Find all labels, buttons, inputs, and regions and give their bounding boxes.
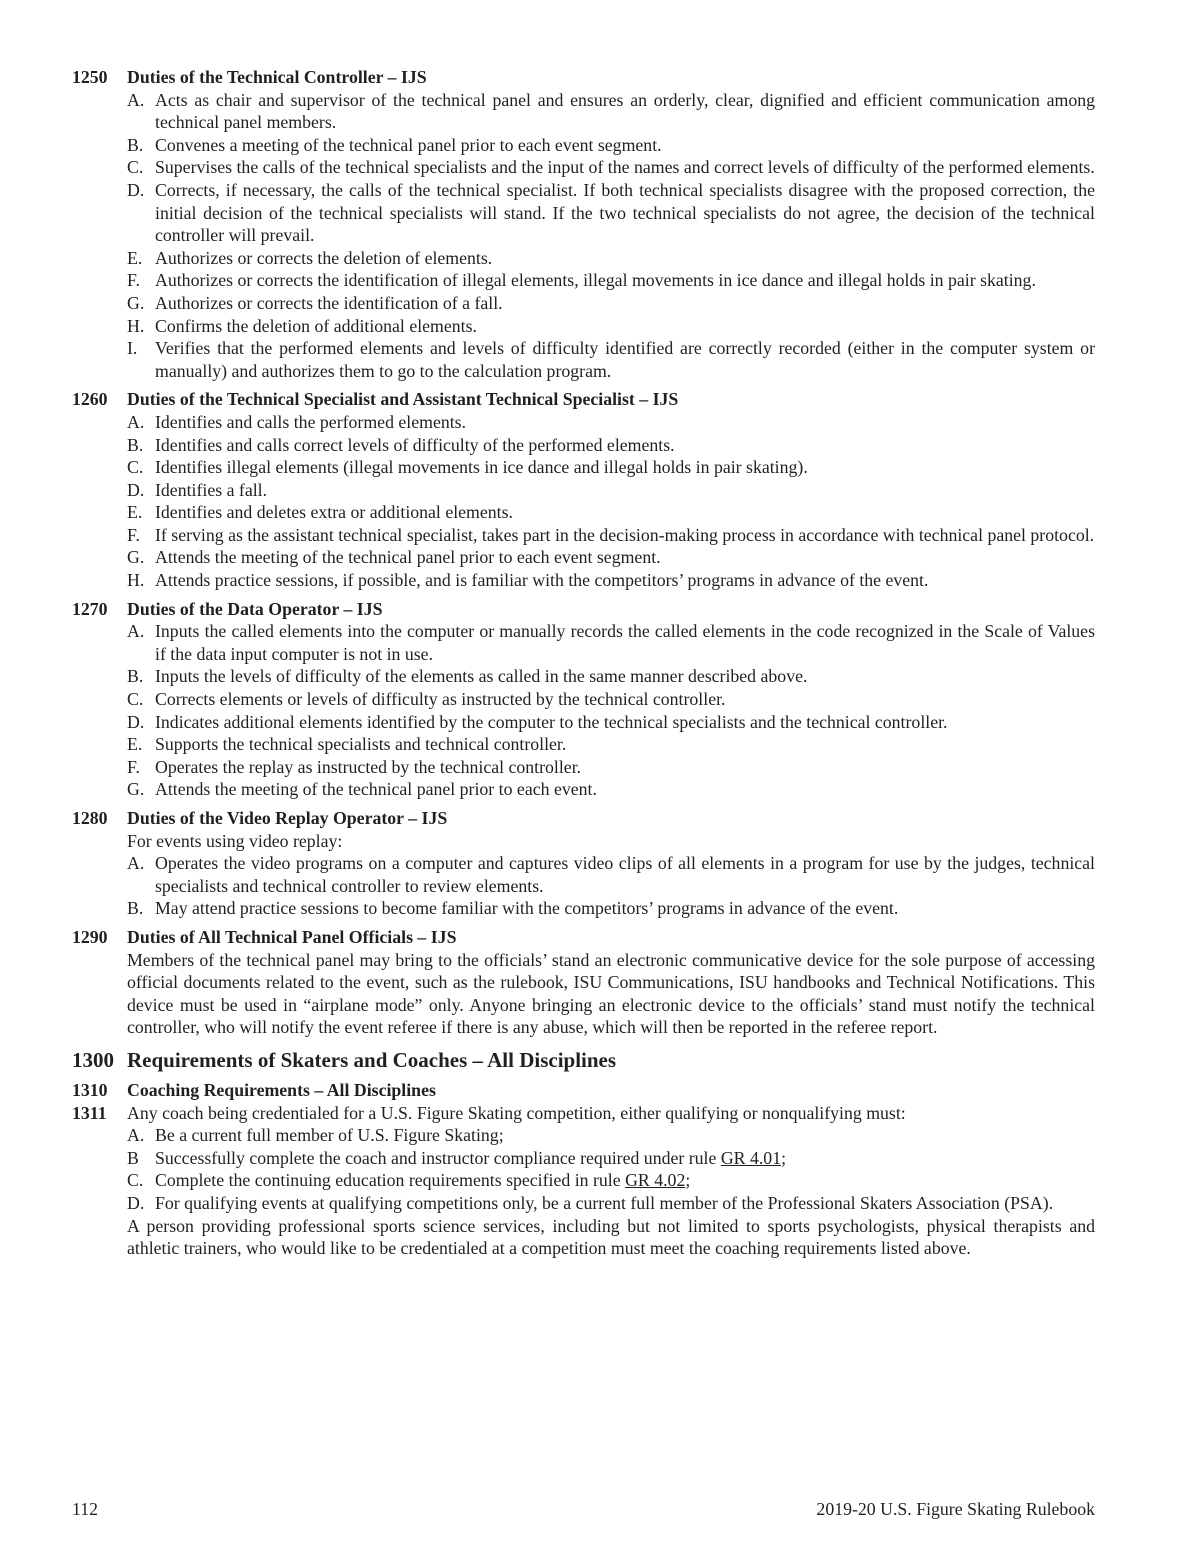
list-item <box>127 688 1095 711</box>
section-heading <box>72 926 1095 949</box>
item-text: Authorizes or corrects the deletion of elements. <box>155 247 493 268</box>
list-item <box>127 524 1095 547</box>
list-item <box>127 711 1095 734</box>
item-text: Operates the replay as instructed by the technical controller. <box>155 756 582 777</box>
item-letter: G. <box>127 547 145 568</box>
section-intro: For events using video replay: <box>127 830 343 851</box>
item-text: Identifies and calls correct levels of difficulty of the performed elements. <box>155 434 675 455</box>
list-item <box>127 1192 1095 1215</box>
item-text: Identifies and deletes extra or additional elements. <box>155 502 513 523</box>
item-letter: A. <box>127 89 145 110</box>
item-text: Corrects elements or levels of difficulty as instructed by the technical controller. <box>155 689 726 710</box>
item-letter: A. <box>127 411 145 432</box>
item-text-end: ; <box>781 1147 787 1168</box>
section-heading <box>72 66 1095 89</box>
item-text-end: ; <box>685 1170 691 1191</box>
rule-number: 1311 <box>72 1102 107 1123</box>
item-letter: B. <box>127 134 144 155</box>
list-item <box>127 337 1095 382</box>
list-item <box>127 134 1095 157</box>
section-1290 <box>72 926 1095 1039</box>
item-text: Corrects, if necessary, the calls of the technical specialist. If both technical specialists disagree with the proposed correction, the initial decision of the technical specialists will stand. If the two technical specialists do not agree, the decision of the technical controller will prevail. <box>155 179 1095 246</box>
item-letter: F. <box>127 524 140 545</box>
rule-gr-401-link[interactable]: GR 4.01 <box>720 1147 782 1168</box>
section-1260 <box>72 388 1095 591</box>
list-item <box>127 1147 1095 1170</box>
rule-number: 1280 <box>72 808 108 828</box>
duties-list <box>127 620 1095 801</box>
item-text: Complete the continuing education requirements specified in rule <box>155 1170 626 1191</box>
list-item <box>127 1169 1095 1192</box>
item-text: Identifies and calls the performed elements. <box>155 411 467 432</box>
list-item <box>127 852 1095 897</box>
list-item <box>127 156 1095 179</box>
item-letter: C. <box>127 157 144 178</box>
item-text: Acts as chair and supervisor of the technical panel and ensures an orderly, clear, dignified and efficient communication among technical panel members. <box>155 89 1095 133</box>
item-text: Authorizes or corrects the identification of a fall. <box>155 292 503 313</box>
list-item <box>127 778 1095 801</box>
item-letter: D. <box>127 479 145 500</box>
item-text: Convenes a meeting of the technical panel prior to each event segment. <box>155 134 662 155</box>
item-letter: H. <box>127 315 145 336</box>
rulebook-page <box>72 66 1095 1266</box>
section-title: Duties of All Technical Panel Officials – IJS <box>127 926 457 947</box>
list-item <box>127 315 1095 338</box>
list-item <box>127 501 1095 524</box>
list-item <box>127 292 1095 315</box>
item-text: May attend practice sessions to become familiar with the competitors’ programs in advance of the event. <box>155 898 899 919</box>
item-letter: A. <box>127 621 145 642</box>
section-title: Requirements of Skaters and Coaches – All Disciplines <box>127 1047 617 1072</box>
list-item <box>127 665 1095 688</box>
section-1270 <box>72 598 1095 801</box>
requirements-list <box>127 1124 1095 1214</box>
section-1250 <box>72 66 1095 382</box>
section-body: A person providing professional sports science services, including but not limited to sports psychologists, physical therapists and athletic trainers, who would like to be credentialed at a competition must meet the coaching requirements listed above. <box>127 1215 1095 1259</box>
section-title: Duties of the Technical Controller – IJS <box>127 67 427 87</box>
list-item <box>127 411 1095 434</box>
major-heading-1300 <box>72 1047 1095 1073</box>
rule-number: 1250 <box>72 67 108 87</box>
item-text: Identifies a fall. <box>155 479 268 500</box>
item-letter: E. <box>127 247 143 268</box>
duties-list <box>127 852 1095 920</box>
duties-list <box>127 411 1095 592</box>
list-item <box>127 179 1095 247</box>
item-text: Inputs the levels of difficulty of the elements as called in the same manner described above. <box>155 666 808 687</box>
rule-number: 1290 <box>72 926 108 947</box>
item-letter: B. <box>127 666 144 687</box>
list-item <box>127 247 1095 270</box>
item-letter: C. <box>127 1170 144 1191</box>
rule-intro: Any coach being credentialed for a U.S. Figure Skating competition, either qualifying or nonqualifying must: <box>127 1102 906 1123</box>
list-item <box>127 569 1095 592</box>
section-title: Duties of the Video Replay Operator – IJS <box>127 808 448 828</box>
item-letter: I. <box>127 338 138 359</box>
item-letter: G. <box>127 779 145 800</box>
item-text: Confirms the deletion of additional elements. <box>155 315 477 336</box>
item-text: For qualifying events at qualifying competitions only, be a current full member of the Professional Skaters Association (PSA). <box>155 1192 1054 1213</box>
item-text: Authorizes or corrects the identification of illegal elements, illegal movements in ice dance and illegal holds in pair skating. <box>155 270 1036 291</box>
list-item <box>127 1124 1095 1147</box>
list-item <box>127 620 1095 665</box>
rule-gr-402-link[interactable]: GR 4.02 <box>625 1170 686 1191</box>
section-1280 <box>72 807 1095 920</box>
list-item <box>127 479 1095 502</box>
list-item <box>127 269 1095 292</box>
book-title: 2019-20 U.S. Figure Skating Rulebook <box>816 1499 1095 1519</box>
section-title: Duties of the Technical Specialist and Assistant Technical Specialist – IJS <box>127 389 679 410</box>
item-letter: D. <box>127 711 145 732</box>
item-letter: B. <box>127 898 144 919</box>
item-letter: C. <box>127 689 144 710</box>
section-heading <box>72 807 1095 830</box>
rule-1311 <box>72 1102 1095 1125</box>
item-text: Inputs the called elements into the computer or manually records the called elements in the code recognized in the Scale of Values if the data input computer is not in use. <box>155 621 1095 664</box>
item-text: Be a current full member of U.S. Figure Skating; <box>155 1125 504 1146</box>
page-number: 112 <box>72 1499 99 1519</box>
rule-number: 1310 <box>72 1079 108 1100</box>
item-letter: A. <box>127 853 145 874</box>
list-item <box>127 733 1095 756</box>
list-item <box>127 897 1095 920</box>
item-text: Operates the video programs on a computer and captures video clips of all elements in a program for use by the judges, technical specialists and technical controller to review elements. <box>155 853 1095 896</box>
section-title: Coaching Requirements – All Disciplines <box>127 1079 436 1100</box>
item-letter: C. <box>127 457 144 478</box>
section-1310 <box>72 1079 1095 1260</box>
item-text: Identifies illegal elements (illegal movements in ice dance and illegal holds in pair skating). <box>155 457 808 478</box>
item-letter: F. <box>127 756 140 777</box>
item-text: Supervises the calls of the technical specialists and the input of the names and correct levels of difficulty of the performed elements. <box>155 157 1095 178</box>
item-text: Indicates additional elements identified by the computer to the technical specialists and the technical controller. <box>155 711 948 732</box>
duties-list <box>127 89 1095 383</box>
rule-number: 1270 <box>72 598 108 619</box>
item-letter: B. <box>127 434 144 455</box>
section-heading <box>72 388 1095 411</box>
list-item <box>127 89 1095 134</box>
section-heading <box>72 1079 1095 1102</box>
section-body: Members of the technical panel may bring to the officials’ stand an electronic communicative device for the sole purpose of accessing official documents related to the event, such as the rulebook, ISU Communications, ISU handbooks and Technical Notifications. This device must be used in “airplane mode” only. Anyone bringing an electronic device to the officials’ stand must notify the technical controller, who will notify the event referee if there is any abuse, which will then be reported in the referee report. <box>127 949 1095 1038</box>
item-letter: H. <box>127 570 145 591</box>
list-item <box>127 434 1095 457</box>
item-letter: B <box>127 1147 139 1168</box>
item-letter: D. <box>127 179 145 200</box>
item-text: If serving as the assistant technical specialist, takes part in the decision-making process in accordance with technical panel protocol. <box>155 524 1095 545</box>
item-text: Attends the meeting of the technical panel prior to each event segment. <box>155 547 661 568</box>
item-text: Attends practice sessions, if possible, and is familiar with the competitors’ programs in advance of the event. <box>155 570 929 591</box>
list-item <box>127 456 1095 479</box>
item-letter: F. <box>127 270 140 291</box>
item-text: Supports the technical specialists and technical controller. <box>155 734 567 755</box>
item-letter: D. <box>127 1192 145 1213</box>
section-title: Duties of the Data Operator – IJS <box>127 598 383 619</box>
item-text: Verifies that the performed elements and levels of difficulty identified are correctly recorded (either in the computer system or manually) and authorizes them to go to the calculation program. <box>155 338 1095 381</box>
item-letter: A. <box>127 1125 145 1146</box>
list-item <box>127 546 1095 569</box>
item-letter: E. <box>127 734 143 755</box>
rule-number: 1300 <box>72 1047 114 1072</box>
item-letter: E. <box>127 502 143 523</box>
list-item <box>127 756 1095 779</box>
item-text: Attends the meeting of the technical panel prior to each event. <box>155 779 597 800</box>
rule-number: 1260 <box>72 389 108 410</box>
section-heading <box>72 598 1095 621</box>
item-text: Successfully complete the coach and instructor compliance required under rule <box>155 1147 721 1168</box>
item-letter: G. <box>127 292 145 313</box>
